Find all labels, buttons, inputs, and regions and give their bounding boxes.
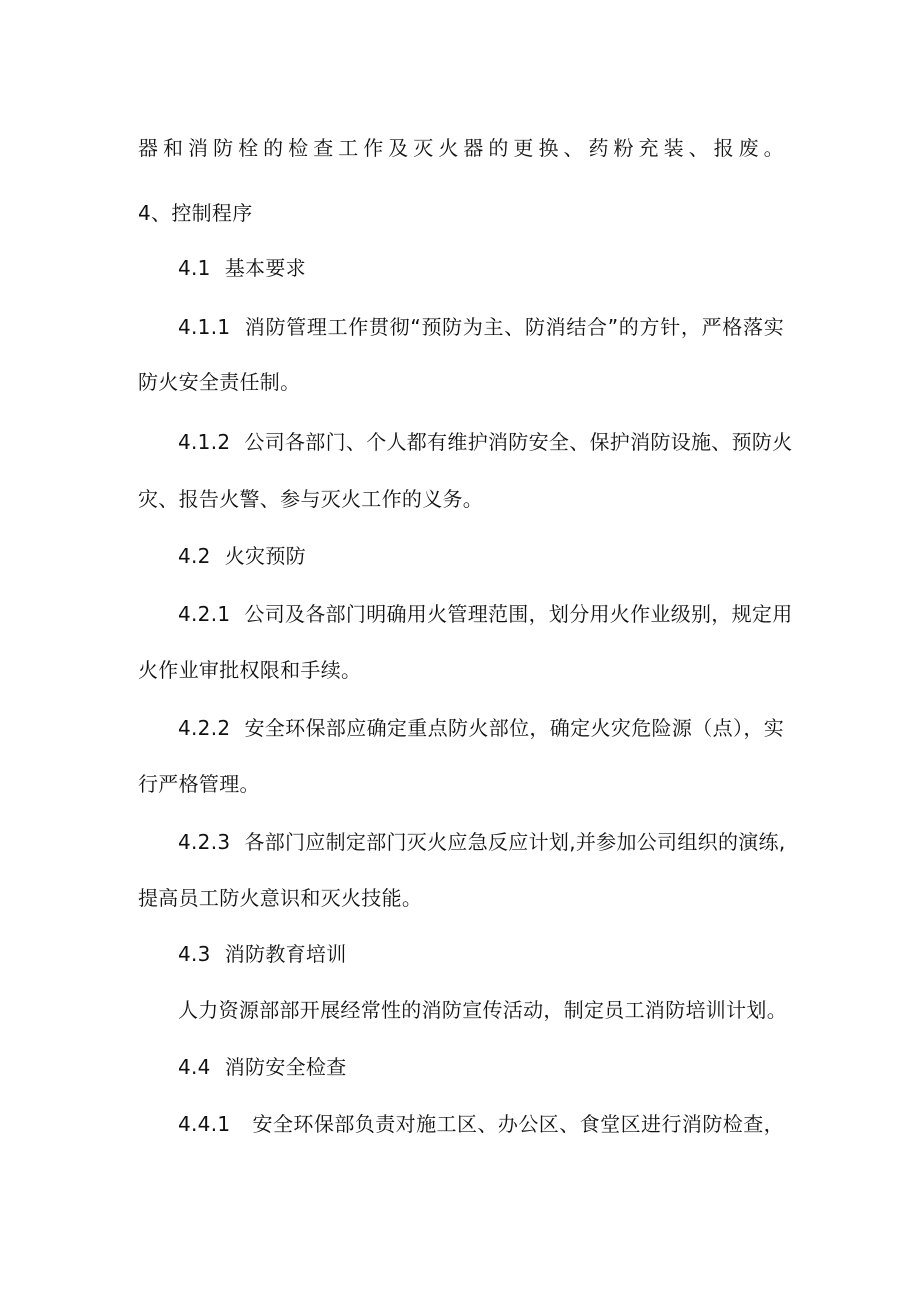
clause-number: 4.2.1 xyxy=(178,602,231,626)
section-heading-4-1 xyxy=(178,254,306,282)
clause-text: 消防管理工作贯彻“预防为主、防消结合”的方针，严格落实 xyxy=(244,315,784,339)
clause-4-4-1-line-1 xyxy=(178,1110,784,1138)
section-title: 火灾预防 xyxy=(224,544,306,568)
clause-4-2-3-line-2: 提高员工防火意识和灭火技能。 xyxy=(138,886,423,910)
clause-4-2-3-line-1 xyxy=(178,828,784,856)
section-4-3-text: 人力资源部部开展经常性的消防宣传活动，制定员工消防培训计划。 xyxy=(178,998,787,1022)
clause-4-1-2-line-1 xyxy=(178,428,793,456)
section-title: 消防安全检查 xyxy=(224,1055,347,1079)
section-heading-4-4 xyxy=(178,1053,347,1081)
clause-number: 4.1.1 xyxy=(178,315,231,339)
section-number: 4.2 xyxy=(178,544,211,568)
section-number: 4.3 xyxy=(178,942,211,966)
clause-text: 各部门应制定部门灭火应急反应计划,并参加公司组织的演练, xyxy=(244,830,786,854)
section-number: 4.4 xyxy=(178,1055,211,1079)
section-title: 基本要求 xyxy=(224,256,306,280)
paragraph-continuation: 器和消防栓的检查工作及灭火器的更换、药粉充装、报废。 xyxy=(138,136,784,160)
clause-text: 公司各部门、个人都有维护消防安全、保护消防设施、预防火 xyxy=(244,430,793,454)
clause-number: 4.4.1 xyxy=(178,1112,231,1136)
clause-number: 4.1.2 xyxy=(178,430,231,454)
clause-4-2-2-line-1 xyxy=(178,714,784,742)
clause-4-2-2-line-2: 行严格管理。 xyxy=(138,772,260,796)
clause-text: 安全环保部应确定重点防火部位，确定火灾危险源（点），实 xyxy=(244,716,784,740)
clause-text: 安全环保部负责对施工区、办公区、食堂区进行消防检查， xyxy=(252,1112,784,1136)
clause-text: 公司及各部门明确用火管理范围，划分用火作业级别，规定用 xyxy=(244,602,793,626)
clause-4-1-1-line-2: 防火安全责任制。 xyxy=(138,370,301,394)
clause-number: 4.2.3 xyxy=(178,830,231,854)
section-heading-4: 4、控制程序 xyxy=(138,201,253,225)
section-title: 消防教育培训 xyxy=(224,942,347,966)
clause-4-2-1-line-2: 火作业审批权限和手续。 xyxy=(138,658,362,682)
clause-4-1-2-line-2: 灾、报告火警、参与灭火工作的义务。 xyxy=(138,487,484,511)
section-heading-4-3 xyxy=(178,940,347,968)
clause-4-2-1-line-1 xyxy=(178,600,793,628)
clause-4-1-1-line-1 xyxy=(178,313,784,341)
clause-number: 4.2.2 xyxy=(178,716,231,740)
section-number: 4.1 xyxy=(178,256,211,280)
section-heading-4-2 xyxy=(178,542,306,570)
